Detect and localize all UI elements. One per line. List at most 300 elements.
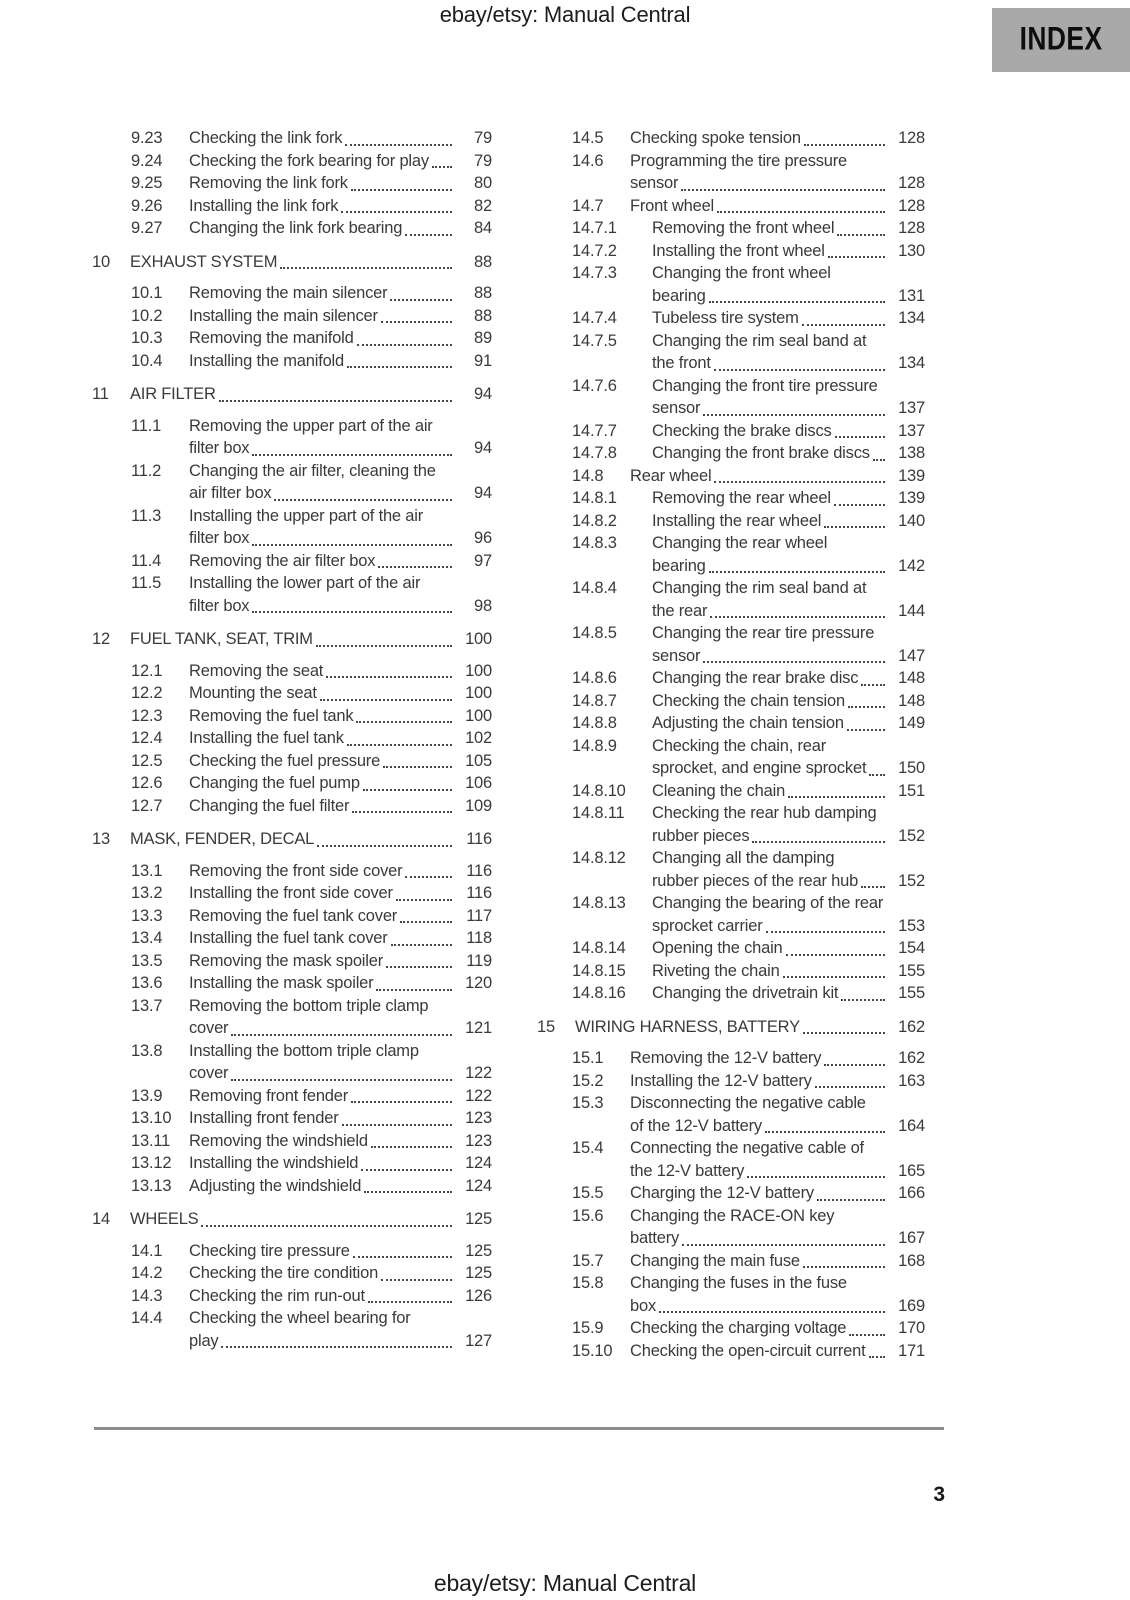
toc-entry-number: 13.13	[131, 1176, 172, 1195]
toc-entry-page: 96	[474, 529, 492, 547]
toc-entry-number: 10.2	[131, 306, 163, 325]
toc-entry-page: 167	[898, 1229, 925, 1247]
toc-entry-number: 11.2	[131, 461, 162, 480]
toc-entry-last-line	[652, 870, 925, 893]
toc-entry-page: 127	[465, 1331, 492, 1350]
toc-leader-dots	[817, 1199, 885, 1201]
toc-entry	[537, 780, 925, 803]
toc-entry-title: sensor	[652, 646, 701, 665]
toc-entry-last-line	[130, 383, 492, 406]
toc-entry-title: Cleaning the chain	[652, 781, 786, 800]
toc-entry-last-line	[630, 1340, 925, 1363]
toc-entry	[92, 772, 492, 795]
toc-entry-title: bearing	[652, 556, 706, 575]
toc-entry-title: Changing the rear brake disc	[652, 669, 859, 687]
toc-leader-dots	[381, 1279, 452, 1281]
toc-entry	[92, 415, 492, 460]
toc-leader-dots	[357, 344, 452, 346]
toc-entry-title: MASK, FENDER, DECAL	[130, 830, 315, 848]
toc-entry-last-line	[630, 465, 925, 488]
toc-entry-page: 100	[465, 706, 492, 725]
toc-leader-dots	[219, 400, 452, 402]
toc-entry-number: 14.8.11	[572, 804, 625, 822]
toc-entry	[92, 195, 492, 218]
toc-entry-last-line	[652, 555, 925, 578]
toc-entry-number: 14.8.12	[572, 849, 626, 867]
toc-entry-body	[652, 217, 925, 240]
toc-leader-dots	[765, 1131, 885, 1133]
table-of-contents	[92, 127, 925, 1362]
toc-entry-number: 14.2	[131, 1264, 163, 1282]
toc-entry-title-line: Checking the chain, rear	[652, 736, 827, 755]
toc-entry-body	[189, 705, 492, 728]
toc-entry-page: 125	[465, 1210, 492, 1228]
toc-entry	[92, 750, 492, 773]
toc-entry	[537, 262, 925, 307]
toc-entry-title: WHEELS	[130, 1210, 199, 1228]
toc-entry-body	[189, 950, 492, 973]
toc-entry-last-line	[652, 510, 925, 533]
toc-entry-page: 130	[898, 241, 925, 260]
toc-entry-page: 122	[465, 1064, 492, 1082]
toc-entry-page: 116	[466, 861, 492, 880]
toc-entry-page: 109	[465, 796, 492, 815]
toc-entry-title: Checking the chain tension	[652, 691, 845, 710]
toc-leader-dots	[873, 459, 885, 461]
page-number: 3	[933, 1483, 945, 1506]
toc-entry-title-line: Checking the rear hub damping	[652, 804, 877, 822]
toc-leader-dots	[341, 211, 452, 213]
toc-entry-body	[652, 532, 925, 577]
toc-entry	[92, 1240, 492, 1263]
toc-entry-title-line: Changing the air filter, cleaning the	[189, 461, 436, 480]
toc-entry-number: 10.4	[131, 351, 163, 370]
toc-leader-dots	[386, 966, 452, 968]
toc-entry-page: 148	[898, 669, 925, 687]
toc-entry-page: 152	[898, 871, 925, 890]
toc-entry	[537, 667, 925, 690]
toc-entry	[92, 1285, 492, 1308]
toc-leader-dots	[390, 299, 452, 301]
toc-entry-last-line	[630, 127, 925, 150]
toc-entry-body	[189, 682, 492, 705]
toc-entry-page: 123	[465, 1109, 492, 1127]
toc-entry-page: 128	[898, 196, 925, 215]
toc-entry-body	[189, 882, 492, 905]
toc-entry-title: Adjusting the chain tension	[652, 714, 844, 732]
toc-entry-title-line: Changing the rim seal band at	[652, 331, 867, 350]
toc-entry-last-line	[189, 705, 492, 728]
toc-entry-last-line	[652, 397, 925, 420]
toc-entry	[92, 1130, 492, 1153]
toc-leader-dots	[802, 324, 885, 326]
toc-entry-title: Front wheel	[630, 196, 715, 215]
toc-entry-page: 134	[898, 354, 925, 372]
toc-entry-last-line	[189, 972, 492, 995]
toc-entry-body	[189, 1307, 492, 1352]
toc-entry-title: rubber pieces of the rear hub	[652, 871, 859, 890]
toc-entry-body	[130, 628, 492, 651]
toc-entry-last-line	[630, 1115, 925, 1138]
toc-entry-page: 151	[898, 781, 925, 800]
toc-entry	[537, 307, 925, 330]
toc-leader-dots	[342, 1124, 453, 1126]
toc-entry-last-line	[652, 307, 925, 330]
toc-entry-title: Changing the front brake discs	[652, 444, 870, 462]
toc-entry-page: 128	[898, 174, 925, 192]
toc-leader-dots	[703, 661, 885, 663]
toc-entry-number: 14.7.8	[572, 444, 617, 462]
toc-entry	[537, 217, 925, 240]
toc-entry-last-line	[652, 915, 925, 938]
toc-leader-dots	[405, 234, 452, 236]
toc-leader-dots	[835, 436, 885, 438]
toc-entry-last-line	[189, 682, 492, 705]
toc-entry-body	[130, 828, 492, 851]
toc-entry-number: 14.3	[131, 1286, 163, 1305]
toc-entry-last-line	[652, 712, 925, 735]
toc-entry-body	[630, 1205, 925, 1250]
toc-entry-body	[652, 330, 925, 375]
toc-entry-page: 120	[465, 974, 492, 992]
toc-entry-body	[189, 282, 492, 305]
toc-entry-page: 149	[898, 714, 925, 732]
toc-leader-dots	[659, 1311, 885, 1313]
toc-entry-last-line	[189, 927, 492, 950]
toc-entry-number: 13.5	[131, 951, 163, 970]
toc-entry-page: 152	[898, 826, 925, 845]
toc-leader-dots	[834, 504, 885, 506]
toc-entry-title: Removing the air filter box	[189, 551, 376, 570]
toc-entry-body	[630, 465, 925, 488]
toc-entry-number: 14.7.6	[572, 376, 617, 395]
toc-entry	[92, 860, 492, 883]
toc-entry-number: 14.7.2	[572, 241, 617, 260]
toc-entry-body	[630, 1272, 925, 1317]
toc-entry-number: 10.1	[131, 284, 163, 302]
toc-entry	[537, 375, 925, 420]
toc-entry-number: 14.8.4	[572, 579, 617, 597]
toc-entry-title: Opening the chain	[652, 939, 783, 957]
toc-entry-last-line	[189, 595, 492, 618]
toc-entry-title: Installing the manifold	[189, 351, 344, 370]
toc-entry-last-line	[652, 420, 925, 443]
toc-entry-number: 14.8.10	[572, 781, 626, 800]
toc-entry-body	[630, 195, 925, 218]
toc-entry-number: 12.5	[131, 751, 163, 770]
toc-entry-number: 11.1	[131, 416, 162, 435]
toc-entry-last-line	[189, 1285, 492, 1308]
toc-entry-title: sensor	[652, 399, 701, 417]
toc-entry-title-line: Changing the front wheel	[652, 264, 831, 282]
toc-entry-page: 122	[465, 1086, 492, 1105]
toc-entry-body	[189, 1085, 492, 1108]
toc-entry-page: 94	[474, 484, 492, 502]
toc-entry	[92, 828, 492, 851]
toc-entry	[537, 892, 925, 937]
toc-leader-dots	[396, 899, 452, 901]
toc-entry-title: Installing the front wheel	[652, 241, 825, 260]
toc-entry-number: 9.23	[131, 129, 163, 147]
toc-entry-title-line: Changing the RACE-ON key	[630, 1206, 835, 1225]
toc-leader-dots	[351, 189, 452, 191]
toc-entry-number: 11.4	[131, 551, 162, 570]
toc-entry	[537, 1137, 925, 1182]
toc-entry	[92, 905, 492, 928]
toc-entry-title: the front	[652, 354, 711, 372]
toc-entry-title: Removing the mask spoiler	[189, 951, 383, 970]
toc-entry-last-line	[189, 350, 492, 373]
toc-leader-dots	[316, 645, 452, 647]
toc-entry-body	[652, 982, 925, 1005]
toc-entry-number: 14.8.14	[572, 939, 626, 957]
toc-entry-title: Installing the windshield	[189, 1154, 359, 1172]
toc-entry-title: the 12-V battery	[630, 1161, 745, 1180]
toc-entry-last-line	[189, 750, 492, 773]
toc-entry-title-line: Installing the bottom triple clamp	[189, 1041, 419, 1060]
toc-leader-dots	[221, 1346, 452, 1348]
toc-entry-title: Installing the link fork	[189, 196, 339, 215]
toc-entry	[92, 705, 492, 728]
toc-entry-page: 82	[474, 196, 492, 215]
toc-entry-last-line	[130, 828, 492, 851]
toc-entry-title-line: Disconnecting the negative cable	[630, 1094, 866, 1112]
toc-entry	[92, 1040, 492, 1085]
toc-entry-title: Checking the brake discs	[652, 421, 832, 440]
toc-entry-title: Removing the windshield	[189, 1131, 368, 1150]
toc-entry-last-line	[652, 825, 925, 848]
toc-entry	[92, 150, 492, 173]
toc-entry-number: 12	[92, 630, 110, 648]
toc-entry-title: Checking the open-circuit current	[630, 1341, 866, 1360]
toc-entry-last-line	[189, 482, 492, 505]
toc-entry-body	[652, 892, 925, 937]
toc-entry-title-line: Connecting the negative cable of	[630, 1139, 864, 1157]
toc-entry-body	[652, 307, 925, 330]
toc-entry	[92, 172, 492, 195]
toc-entry-page: 170	[898, 1319, 925, 1337]
toc-entry	[537, 1317, 925, 1340]
toc-entry	[537, 150, 925, 195]
toc-entry-last-line	[189, 1062, 492, 1085]
toc-leader-dots	[682, 1244, 885, 1246]
toc-entry-page: 88	[474, 306, 492, 325]
toc-entry-body	[189, 150, 492, 173]
toc-entry	[92, 882, 492, 905]
toc-entry-number: 15.6	[572, 1206, 604, 1225]
toc-leader-dots	[824, 526, 885, 528]
toc-entry	[92, 305, 492, 328]
toc-entry-last-line	[189, 282, 492, 305]
toc-entry-number: 14.7	[572, 196, 604, 215]
toc-entry-body	[652, 622, 925, 667]
toc-entry-page: 124	[465, 1176, 492, 1195]
toc-entry-page: 100	[465, 684, 492, 702]
toc-entry-body	[189, 1262, 492, 1285]
toc-entry	[537, 1272, 925, 1317]
toc-entry-title-line: Changing the front tire pressure	[652, 376, 878, 395]
toc-entry	[92, 1175, 492, 1198]
toc-entry-number: 14.8.6	[572, 669, 617, 687]
toc-entry-body	[189, 905, 492, 928]
toc-entry-last-line	[575, 1016, 925, 1039]
toc-entry	[92, 1085, 492, 1108]
toc-entry-title: of the 12-V battery	[630, 1116, 762, 1135]
toc-entry-page: 102	[465, 729, 492, 747]
toc-entry-title: air filter box	[189, 484, 272, 502]
toc-entry-title: sensor	[630, 174, 679, 192]
toc-entry-title: Changing the main fuse	[630, 1251, 800, 1270]
toc-leader-dots	[766, 931, 886, 933]
toc-entry-number: 14.8.8	[572, 714, 617, 732]
toc-entry-body	[189, 327, 492, 350]
toc-entry-body	[189, 195, 492, 218]
toc-entry	[537, 577, 925, 622]
toc-entry-last-line	[189, 1240, 492, 1263]
toc-entry-title: Installing the front side cover	[189, 884, 393, 902]
toc-entry-title-line: Removing the upper part of the air	[189, 416, 433, 435]
toc-entry-number: 14.8.1	[572, 489, 617, 507]
toc-entry-last-line	[630, 1317, 925, 1340]
toc-entry-last-line	[189, 550, 492, 573]
toc-entry-body	[652, 262, 925, 307]
toc-entry-page: 126	[465, 1286, 492, 1305]
toc-entry-body	[189, 305, 492, 328]
toc-entry-page: 124	[465, 1154, 492, 1172]
toc-entry	[537, 532, 925, 577]
toc-entry	[92, 383, 492, 406]
toc-entry-body	[130, 383, 492, 406]
toc-leader-dots	[381, 321, 452, 323]
toc-entry-page: 166	[898, 1184, 925, 1202]
toc-leader-dots	[347, 744, 452, 746]
toc-entry-title: filter box	[189, 439, 250, 457]
toc-entry-page: 142	[898, 556, 925, 575]
toc-entry-last-line	[652, 667, 925, 690]
toc-entry	[92, 950, 492, 973]
toc-entry-number: 15	[537, 1017, 555, 1036]
toc-entry-body	[189, 550, 492, 573]
toc-entry-body	[652, 420, 925, 443]
toc-entry-page: 155	[898, 961, 925, 980]
toc-entry-page: 79	[474, 129, 492, 147]
toc-entry-number: 14.1	[131, 1241, 163, 1260]
toc-entry	[537, 487, 925, 510]
toc-entry-page: 138	[898, 444, 925, 462]
toc-entry-last-line	[189, 1330, 492, 1353]
toc-entry-number: 14	[92, 1210, 110, 1228]
toc-leader-dots	[786, 954, 885, 956]
toc-entry-title: Changing the fuel pump	[189, 774, 360, 792]
toc-entry-last-line	[130, 1208, 492, 1231]
toc-entry-last-line	[189, 882, 492, 905]
toc-entry-title: Checking spoke tension	[630, 129, 801, 147]
toc-leader-dots	[861, 886, 885, 888]
toc-entry-body	[189, 1240, 492, 1263]
toc-entry-last-line	[630, 195, 925, 218]
toc-entry-page: 162	[898, 1017, 925, 1036]
toc-entry-title: FUEL TANK, SEAT, TRIM	[130, 630, 313, 648]
toc-entry-last-line	[630, 1070, 925, 1093]
toc-entry-title: Checking tire pressure	[189, 1241, 350, 1260]
toc-entry	[537, 960, 925, 983]
toc-entry-title-line: Changing the bearing of the rear	[652, 894, 884, 912]
toc-entry-body	[652, 937, 925, 960]
toc-entry	[537, 420, 925, 443]
toc-entry-page: 154	[898, 939, 925, 957]
toc-leader-dots	[815, 1086, 885, 1088]
toc-entry-title: battery	[630, 1229, 680, 1247]
toc-entry	[537, 127, 925, 150]
toc-entry	[92, 282, 492, 305]
toc-leader-dots	[788, 796, 885, 798]
toc-entry-number: 15.1	[572, 1049, 604, 1067]
toc-entry-title-line: Changing all the damping	[652, 849, 835, 867]
toc-entry	[537, 622, 925, 667]
toc-leader-dots	[317, 845, 452, 847]
toc-entry-body	[130, 1208, 492, 1231]
toc-entry-title: Checking the rim run-out	[189, 1286, 365, 1305]
toc-leader-dots	[841, 999, 885, 1001]
toc-entry-last-line	[630, 1250, 925, 1273]
toc-entry-title: Removing the link fork	[189, 174, 348, 192]
toc-entry-title: Charging the 12-V battery	[630, 1184, 814, 1202]
toc-entry-page: 117	[466, 906, 492, 925]
toc-entry-page: 162	[898, 1049, 925, 1067]
toc-entry-last-line	[630, 1295, 925, 1318]
toc-entry-title: Removing the manifold	[189, 329, 354, 347]
toc-entry-page: 125	[465, 1241, 492, 1260]
toc-leader-dots	[353, 1256, 452, 1258]
toc-entry-number: 10	[92, 252, 110, 271]
toc-entry	[537, 982, 925, 1005]
toc-entry-body	[652, 375, 925, 420]
toc-entry-body	[630, 1182, 925, 1205]
toc-leader-dots	[405, 876, 452, 878]
toc-entry-page: 118	[466, 929, 492, 947]
toc-entry-number: 13.4	[131, 929, 163, 947]
toc-entry	[92, 660, 492, 683]
toc-entry-number: 10.3	[131, 329, 163, 347]
toc-entry-title-line: Programming the tire pressure	[630, 151, 848, 170]
toc-entry-last-line	[189, 860, 492, 883]
toc-entry-last-line	[652, 780, 925, 803]
toc-entry-page: 106	[465, 774, 492, 792]
toc-entry-number: 14.8.3	[572, 534, 617, 552]
toc-leader-dots	[837, 234, 885, 236]
toc-entry-number: 14.8.2	[572, 511, 617, 530]
toc-entry-number: 13.9	[131, 1086, 163, 1105]
toc-entry-last-line	[189, 172, 492, 195]
toc-entry-last-line	[130, 251, 492, 274]
toc-entry-page: 94	[474, 385, 492, 403]
toc-entry	[92, 1152, 492, 1175]
toc-entry-last-line	[189, 1085, 492, 1108]
toc-entry-title: Checking the tire condition	[189, 1264, 379, 1282]
toc-entry	[92, 460, 492, 505]
toc-entry-number: 12.6	[131, 774, 163, 792]
toc-entry-page: 105	[465, 751, 492, 770]
toc-entry-last-line	[189, 1152, 492, 1175]
toc-entry-page: 169	[898, 1296, 925, 1315]
toc-leader-dots	[710, 616, 885, 618]
toc-entry-number: 11	[92, 385, 109, 403]
toc-entry-last-line	[652, 937, 925, 960]
toc-entry-number: 14.8.5	[572, 624, 617, 642]
toc-entry-body	[630, 150, 925, 195]
toc-entry-number: 14.8.16	[572, 984, 626, 1002]
toc-leader-dots	[356, 721, 452, 723]
